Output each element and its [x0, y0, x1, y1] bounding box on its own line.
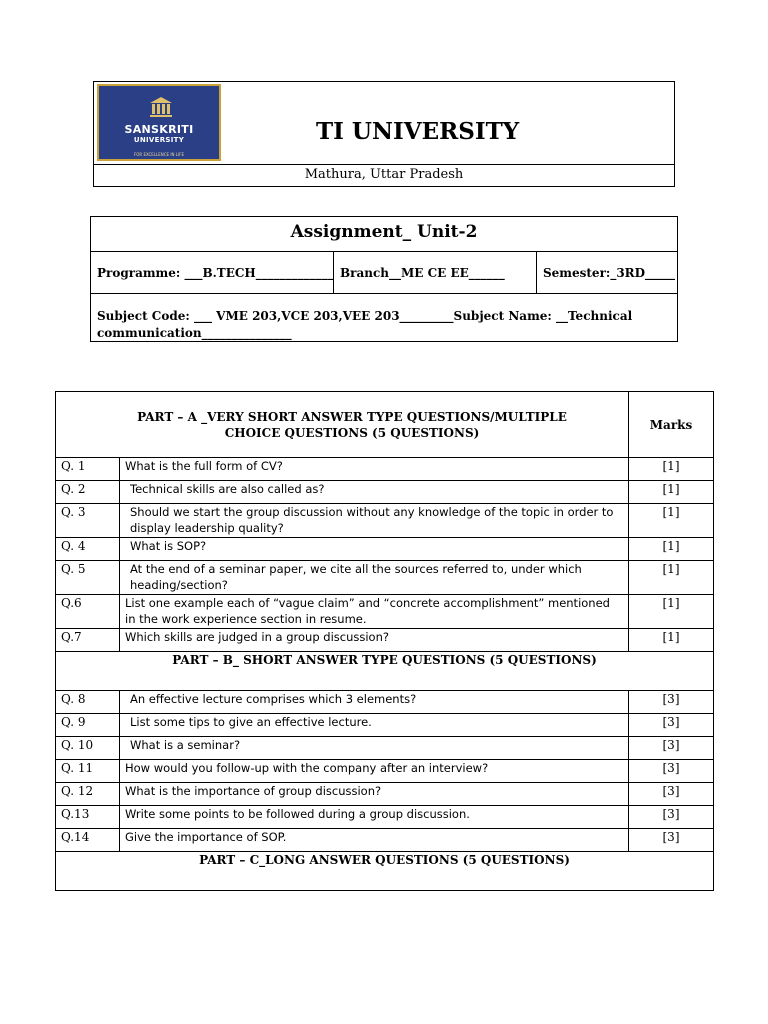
- question-text: What is the full form of CV?: [120, 458, 629, 481]
- question-row: [56, 691, 714, 714]
- question-row: [56, 595, 714, 629]
- semester-field: Semester:_3RD_____: [543, 266, 676, 280]
- question-number: Q. 9: [56, 714, 120, 737]
- question-number: Q. 8: [56, 691, 120, 714]
- question-marks: [3]: [629, 737, 714, 760]
- question-text: Should we start the group discussion without any knowledge of the topic in order to display leadership quality?: [120, 504, 629, 538]
- question-marks: [3]: [629, 783, 714, 806]
- university-logo: [97, 84, 221, 161]
- question-row: [56, 629, 714, 652]
- question-row: [56, 783, 714, 806]
- question-number: Q. 12: [56, 783, 120, 806]
- assignment-title: Assignment_ Unit-2: [91, 217, 677, 252]
- question-text: At the end of a seminar paper, we cite all the sources referred to, under which heading/section?: [120, 561, 629, 595]
- programme-field: Programme: ___B.TECH_____________: [91, 251, 334, 293]
- part-b-heading-row: [56, 652, 714, 691]
- question-row: [56, 481, 714, 504]
- marks-column-header: Marks: [629, 392, 714, 458]
- university-location: Mathura, Uttar Pradesh: [304, 167, 464, 182]
- question-marks: [1]: [629, 538, 714, 561]
- question-number: Q. 10: [56, 737, 120, 760]
- part-a-heading: PART – A _VERY SHORT ANSWER TYPE QUESTIONS/MULTIPLE CHOICE QUESTIONS (5 QUESTIONS): [56, 392, 629, 458]
- question-row: [56, 561, 714, 595]
- question-marks: [3]: [629, 691, 714, 714]
- assignment-details-row: [91, 251, 677, 294]
- question-row: [56, 504, 714, 538]
- question-number: Q.7: [56, 629, 120, 652]
- question-text: What is SOP?: [120, 538, 629, 561]
- question-text: An effective lecture comprises which 3 elements?: [120, 691, 629, 714]
- question-number: Q. 4: [56, 538, 120, 561]
- logo-text-line1: SANSKRITI: [124, 123, 194, 136]
- assignment-info-box: [90, 216, 678, 342]
- part-a-header-row: [56, 392, 714, 458]
- question-text: Which skills are judged in a group discussion?: [120, 629, 629, 652]
- question-row: [56, 829, 714, 852]
- question-number: Q. 3: [56, 504, 120, 538]
- logo-tagline: FOR EXCELLENCE IN LIFE: [133, 152, 185, 157]
- question-text: How would you follow-up with the company after an interview?: [120, 760, 629, 783]
- question-number: Q. 5: [56, 561, 120, 595]
- question-marks: [1]: [629, 595, 714, 629]
- question-marks: [3]: [629, 760, 714, 783]
- university-name: TI UNIVERSITY: [316, 118, 520, 145]
- question-marks: [3]: [629, 829, 714, 852]
- logo-text-line2: UNIVERSITY: [133, 136, 185, 144]
- question-text: What is a seminar?: [120, 737, 629, 760]
- question-number: Q.13: [56, 806, 120, 829]
- question-number: Q.14: [56, 829, 120, 852]
- question-number: Q. 11: [56, 760, 120, 783]
- question-row: [56, 806, 714, 829]
- question-text: Give the importance of SOP.: [120, 829, 629, 852]
- building-icon: [149, 96, 173, 118]
- question-marks: [1]: [629, 504, 714, 538]
- part-b-heading: PART – B_ SHORT ANSWER TYPE QUESTIONS (5 QUESTIONS): [56, 652, 714, 691]
- question-row: [56, 737, 714, 760]
- question-text: Write some points to be followed during a group discussion.: [120, 806, 629, 829]
- question-row: [56, 538, 714, 561]
- part-c-heading-row: [56, 852, 714, 891]
- question-marks: [1]: [629, 629, 714, 652]
- branch-field: Branch__ME CE EE______: [334, 251, 537, 293]
- question-marks: [1]: [629, 481, 714, 504]
- question-text: What is the importance of group discussion?: [120, 783, 629, 806]
- question-number: Q.6: [56, 595, 120, 629]
- question-row: [56, 760, 714, 783]
- question-marks: [3]: [629, 806, 714, 829]
- part-c-heading: PART – C_LONG ANSWER QUESTIONS (5 QUESTIONS): [56, 852, 714, 891]
- question-marks: [1]: [629, 561, 714, 595]
- question-marks: [3]: [629, 714, 714, 737]
- question-text: List some tips to give an effective lecture.: [120, 714, 629, 737]
- question-text: Technical skills are also called as?: [120, 481, 629, 504]
- question-text: List one example each of “vague claim” and “concrete accomplishment” mentioned in the work experience section in resume.: [120, 595, 629, 629]
- question-number: Q. 1: [56, 458, 120, 481]
- question-marks: [1]: [629, 458, 714, 481]
- question-row: [56, 458, 714, 481]
- questions-table: [55, 391, 714, 891]
- question-row: [56, 714, 714, 737]
- subject-field: Subject Code: ___ VME 203,VCE 203,VEE 203_________Subject Name: __Technical communication_______________: [97, 309, 633, 340]
- question-number: Q. 2: [56, 481, 120, 504]
